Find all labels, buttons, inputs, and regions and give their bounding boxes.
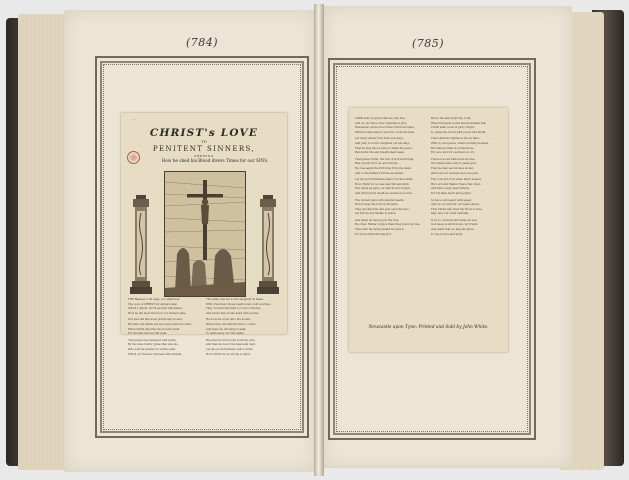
verse-line: And for our sins let our hearts bleed, [431,203,480,207]
verse-line: They crown'd him with a crown of thorns, [206,307,261,311]
verse-line: His Lord and Master there that cried, [431,182,481,186]
page-number-right: (785) [412,37,445,50]
broadside-shewing: SHEWING [194,153,214,158]
verse-line: But in the last great day of all, [431,117,472,120]
verse-line: Our hearts and souls to Jesus give, [431,162,477,166]
broadside-title-to: TO [201,140,207,144]
verse-line: They mocked him and spat upon his face, [355,207,410,211]
handwritten-note: … [132,116,136,121]
library-stamp-icon [127,151,140,164]
verse-line: His precious blood ran down his side, [206,338,256,342]
broadside-detail: How he shed his Blood divers Times for our SINS. [161,158,269,163]
verse-line: LORD send us grace that we may live, [355,117,406,120]
verse-line: The Lamb was led to the slaughter in haste, [206,298,264,301]
verse-line: With cruel men whose hearts were cold as stone, [206,302,271,306]
verse-line: And on our sins a true repentance give, [355,121,408,125]
verse-line: The cock did crow when Peter denied, [431,178,482,182]
verse-line: Thus with his dying breath he pray'd, [355,228,405,232]
verse-line: Then Jesus was betrayed with a kiss, [128,338,177,342]
verse-line: He bore his cross unto the mount, [206,318,251,322]
verse-line: Our debts he paid, our sins he did forgive, [355,187,411,191]
verse-line: And through his death we evermore do live. [355,191,413,195]
verse-line: Where they did nail him fast to count, [206,322,256,326]
verse-line: And then he bow'd his head and died, [206,343,256,347]
verse-line: Which I unfold, for those that will attend, [128,307,183,311]
page-number-left: (784) [186,36,219,49]
book-gutter [314,4,324,476]
decorative-pillar-right [257,195,279,294]
verse-line: To live in love and unity. [431,232,463,236]
verse-line: For his false heart and perjury. [431,191,472,195]
verse-line: THE Blessed of all Ages, you shall hear [128,298,180,301]
verse-line: When trumpets sound and mountains fall, [431,121,487,125]
verse-line: The Love of CHRIST for sinners dear, [128,302,178,306]
broadside-right-verses-col2 [431,117,503,237]
broadside-title: CHRIST's LOVE [149,127,259,139]
verse-line: The wicked Jews with spiteful hearts, [355,198,405,202]
verse-line: That we may see his face at last, [431,166,474,170]
broadside-left-verses-col2 [206,298,282,357]
verse-line: So let us all repent with speed, [431,198,472,202]
verse-line: Then let us all while here we live, [431,157,476,161]
verse-line: And pray to God to lengthen out his days, [355,141,410,145]
broadside-imprint: Newcastle upon Tyne: Printed and Sold by John White. [368,325,489,330]
verse-line: And to the Father's throne ascended. [355,171,404,175]
verse-line: To judge the world with power and might. [431,130,487,134]
verse-line: For ever and for evermore to cry. [431,151,475,155]
verse-line: God keep us all from sin, my friend, [431,223,479,227]
verse-line: Let all good Christians bear it in their mind, [355,178,414,182]
verse-line: Christ shall come in glory bright, [431,126,475,130]
verse-line: Before his life and breath shall cease. [355,151,405,155]
verse-line: Our sins did him most grieviously wound, [128,318,183,322]
verse-line: That he may have a time to make his peace, [355,146,413,150]
page-edges-left [18,14,70,470]
crucifixion-woodcut-image [164,171,246,297]
verse-line: Remember all the blood that Christ did shed, [355,126,415,130]
verse-line: Let every sinner turn from evil ways, [355,137,404,141]
verse-line: With joy and peace, where nothing is amiss, [431,141,489,145]
verse-line: And smote him on the head with scorns, [206,311,259,315]
broadside-subtitle: PENITENT SINNERS, [152,145,256,153]
verse-line: To wash away our sins again, [206,332,245,336]
verse-line: When all our troubles here are past. [431,171,479,175]
decorative-pillar-left [130,195,152,294]
verse-line: That Christ who shed his blood so free, [431,207,483,211]
verse-line: His side, his hands, his feet were pierced round, [128,322,192,326]
verse-line: Which our Saviour did bear with disdain. [128,352,183,356]
verse-line: Was crucify'd for us, and did die, [355,162,399,166]
verse-line: And when he hung upon the tree, [355,218,400,222]
verse-line: By the false traitor Judas that was his, [128,343,179,347]
verse-line: For the sins that we did yield, [128,332,168,336]
verse-line: Now to conclude and make an end, [431,218,478,222]
broadside-right-verses-col1 [355,117,427,237]
verse-line: But sinners shall in torments lie, [431,146,474,150]
verse-line: When he was hang'd upon the cross till dead. [355,130,415,134]
verse-line: And there he did hang in pain, [206,327,247,331]
verse-line: How Christ for us did die so kind. [206,352,251,356]
verse-line: He rose again the third day from the dead, [355,166,412,170]
broadside-left-verses-col1 [128,298,202,357]
verse-line: May save our souls eternally. [431,212,470,216]
verse-line: Who sold his master for a little gain, [128,347,176,351]
verse-line: How Christ for us was merciful and kind, [355,182,410,186]
verse-line: And grant that we may all agree, [431,228,475,232]
verse-line: Then Jesus Christ, the Son of God most high, [355,157,415,161]
verse-line: For those that him betray'd. [355,232,392,236]
verse-line: Let all good Christians call to mind, [206,347,254,351]
verse-line: Yet still he did remain in grace. [355,212,397,216]
verse-line: Did scourge his body in all parts, [355,203,399,207]
verse-line: Then shall the righteous live in bliss, [431,137,480,141]
verse-line: When Christ shed his blood in the field, [128,327,181,331]
verse-line: How he did shed his blood, for sinners sake, [128,311,187,315]
verse-line: He cried, Father, forgive them they know not me, [355,223,420,227]
verse-line: And Peter wept most bitterly, [431,187,470,191]
